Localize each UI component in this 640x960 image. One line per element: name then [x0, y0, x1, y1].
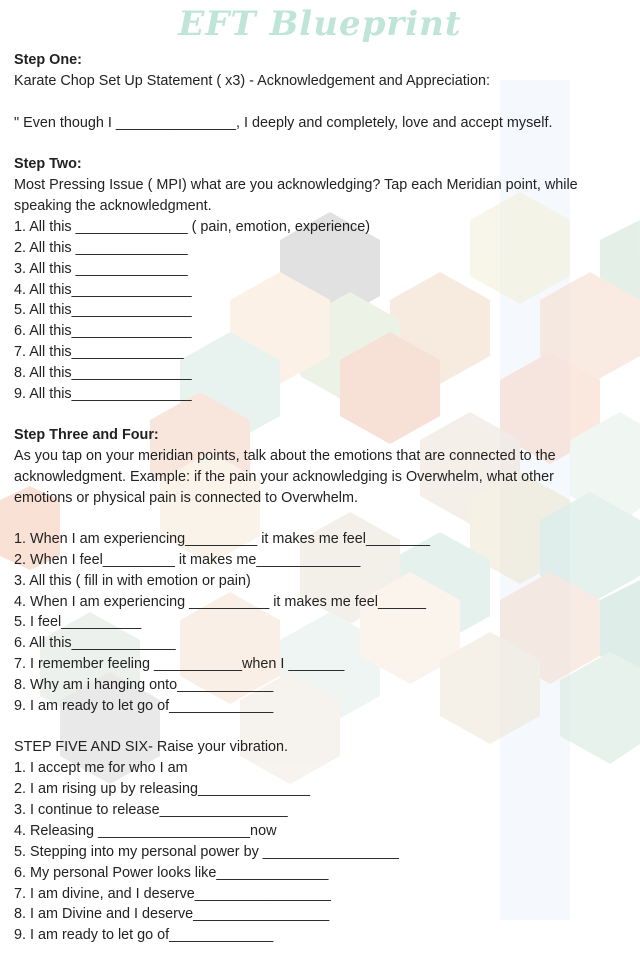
list-item: 2. I am rising up by releasing______________ [14, 781, 311, 797]
list-item: 5. Stepping into my personal power by _________________ [14, 844, 399, 860]
list-item: 7. All this______________ [14, 344, 184, 360]
list-item: 8. Why am i hanging onto____________ [14, 677, 274, 693]
list-item: 9. All this_______________ [14, 386, 192, 402]
step-five-heading: STEP FIVE AND SIX- Raise your vibration. [14, 739, 289, 755]
list-item: 3. I continue to release________________ [14, 802, 288, 818]
list-item: 3. All this ( fill in with emotion or pain) [14, 573, 251, 589]
list-item: 5. I feel__________ [14, 614, 142, 630]
list-item: 2. All this ______________ [14, 240, 188, 256]
list-item: 6. All this_______________ [14, 323, 192, 339]
list-item: 7. I remember feeling ___________when I _______ [14, 656, 345, 672]
list-item: 1. I accept me for who I am [14, 760, 188, 776]
step-one-description: Karate Chop Set Up Statement ( x3) - Acknowledgement and Appreciation: [14, 73, 490, 89]
list-item: 9. I am ready to let go of_____________ [14, 698, 274, 714]
page-title: EFT Blueprint [178, 4, 462, 44]
step-two-heading: Step Two: [14, 156, 82, 172]
step-two-intro: Most Pressing Issue ( MPI) what are you acknowledging? Tap each Meridian point, while [14, 177, 578, 193]
list-item: 8. I am Divine and I deserve_________________ [14, 906, 330, 922]
step-two-intro: speaking the acknowledgment. [14, 198, 212, 214]
list-item: 4. When I am experiencing __________ it makes me feel______ [14, 594, 426, 610]
list-item: 9. I am ready to let go of_____________ [14, 927, 274, 943]
list-item: 2. When I feel_________ it makes me_____________ [14, 552, 361, 568]
step-three-intro: As you tap on your meridian points, talk about the emotions that are connected to the [14, 448, 556, 464]
list-item: 5. All this_______________ [14, 302, 192, 318]
list-item: 8. All this_______________ [14, 365, 192, 381]
list-item: 1. When I am experiencing_________ it makes me feel________ [14, 531, 431, 547]
list-item: 6. My personal Power looks like______________ [14, 865, 329, 881]
step-three-intro: emotions or physical pain is connected to Overwhelm. [14, 490, 358, 506]
list-item: 1. All this ______________ ( pain, emotion, experience) [14, 219, 371, 235]
list-item: 4. All this_______________ [14, 282, 192, 298]
list-item: 7. I am divine, and I deserve_________________ [14, 886, 331, 902]
list-item: 4. Releasing ___________________now [14, 823, 277, 839]
step-three-heading: Step Three and Four: [14, 427, 159, 443]
step-three-intro: acknowledgment. Example: if the pain your acknowledging is Overwhelm, what other [14, 469, 554, 485]
setup-statement: " Even though I _______________, I deeply and completely, love and accept myself. [14, 115, 553, 131]
step-one-heading: Step One: [14, 52, 82, 68]
list-item: 6. All this_____________ [14, 635, 176, 651]
list-item: 3. All this ______________ [14, 261, 188, 277]
